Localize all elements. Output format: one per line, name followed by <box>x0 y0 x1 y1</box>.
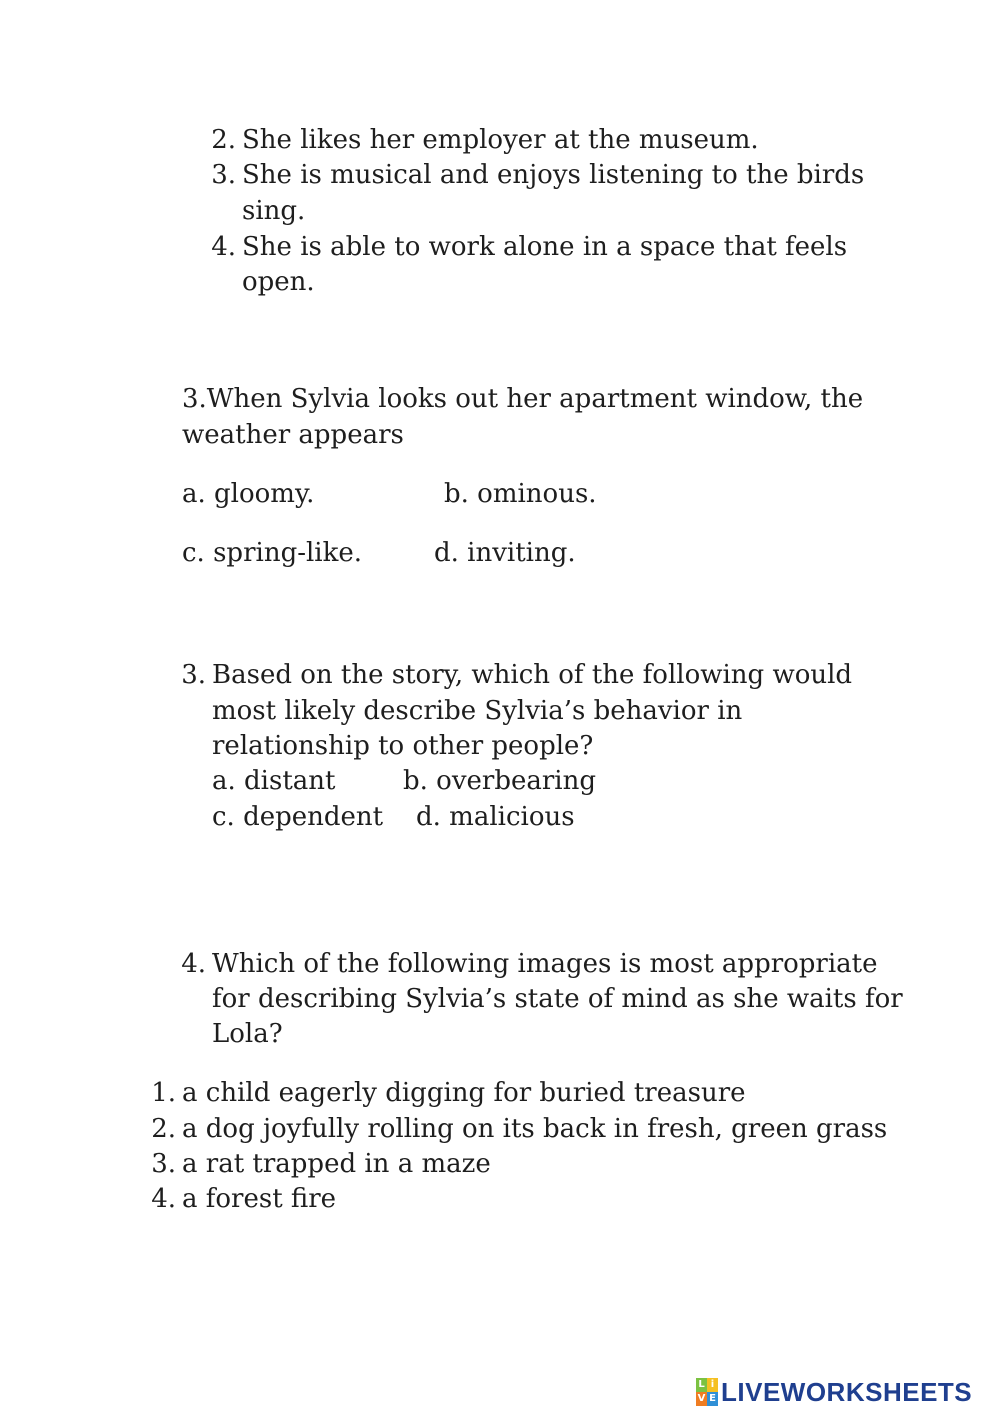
q4-prompt-line1: Which of the following images is most appropriate <box>212 949 878 979</box>
q3b-choice-c[interactable]: c. dependent <box>212 802 384 832</box>
logo-mark-l: L <box>696 1378 707 1392</box>
logo-mark-e: E <box>707 1392 718 1406</box>
q3a-choice-a[interactable]: a. gloomy. <box>182 479 315 509</box>
q3a-choice-c[interactable]: c. spring-like. <box>182 538 363 568</box>
q4-option-3-number: 3. <box>151 1149 176 1179</box>
q4-option-4-number: 4. <box>151 1184 176 1214</box>
q2-option-4-text-line2: open. <box>242 267 315 297</box>
q2-option-3-text-line1: She is musical and enjoys listening to the birds <box>242 160 865 190</box>
q3b-choice-b[interactable]: b. overbearing <box>403 766 596 796</box>
q3b-prompt-line2: most likely describe Sylvia’s behavior in <box>212 696 743 726</box>
q3b-number: 3. <box>181 660 206 690</box>
q3a-choice-b[interactable]: b. ominous. <box>444 479 597 509</box>
q4-prompt-line3: Lola? <box>212 1019 283 1049</box>
q2-option-2-text: She likes her employer at the museum. <box>242 125 759 155</box>
q3a-prompt-line1: 3.When Sylvia looks out her apartment window, the <box>182 384 864 414</box>
q2-option-3-number: 3. <box>211 160 236 190</box>
q4-number: 4. <box>181 949 206 979</box>
logo-mark-i: i <box>707 1378 718 1392</box>
q3a-prompt-line2: weather appears <box>182 420 404 450</box>
q2-option-4-text-line1: She is able to work alone in a space that feels <box>242 232 848 262</box>
q3b-choice-a[interactable]: a. distant <box>212 766 336 796</box>
q4-option-2-text: a dog joyfully rolling on its back in fresh, green grass <box>182 1114 888 1144</box>
q3a-choice-d[interactable]: d. inviting. <box>434 538 576 568</box>
q2-option-2-number: 2. <box>211 125 236 155</box>
logo-mark-v: V <box>697 1393 706 1404</box>
q4-option-1-text: a child eagerly digging for buried treasure <box>182 1078 746 1108</box>
q4-option-1-number: 1. <box>151 1078 176 1108</box>
q2-option-4-number: 4. <box>211 232 236 262</box>
q2-option-3-text-line2: sing. <box>242 196 306 226</box>
q4-option-2-number: 2. <box>151 1114 176 1144</box>
q4-option-3-text: a rat trapped in a maze <box>182 1149 491 1179</box>
liveworksheets-mark-icon <box>696 1378 718 1406</box>
logo-text: LIVEWORKSHEETS <box>721 1376 973 1407</box>
q3b-choice-d[interactable]: d. malicious <box>416 802 575 832</box>
q4-option-4-text: a forest fire <box>182 1184 337 1214</box>
q3b-prompt-line3: relationship to other people? <box>212 731 594 761</box>
liveworksheets-logo <box>696 1374 972 1410</box>
q4-prompt-line2: for describing Sylvia’s state of mind as she waits for <box>212 984 903 1014</box>
q3b-prompt-line1: Based on the story, which of the following would <box>212 660 853 690</box>
